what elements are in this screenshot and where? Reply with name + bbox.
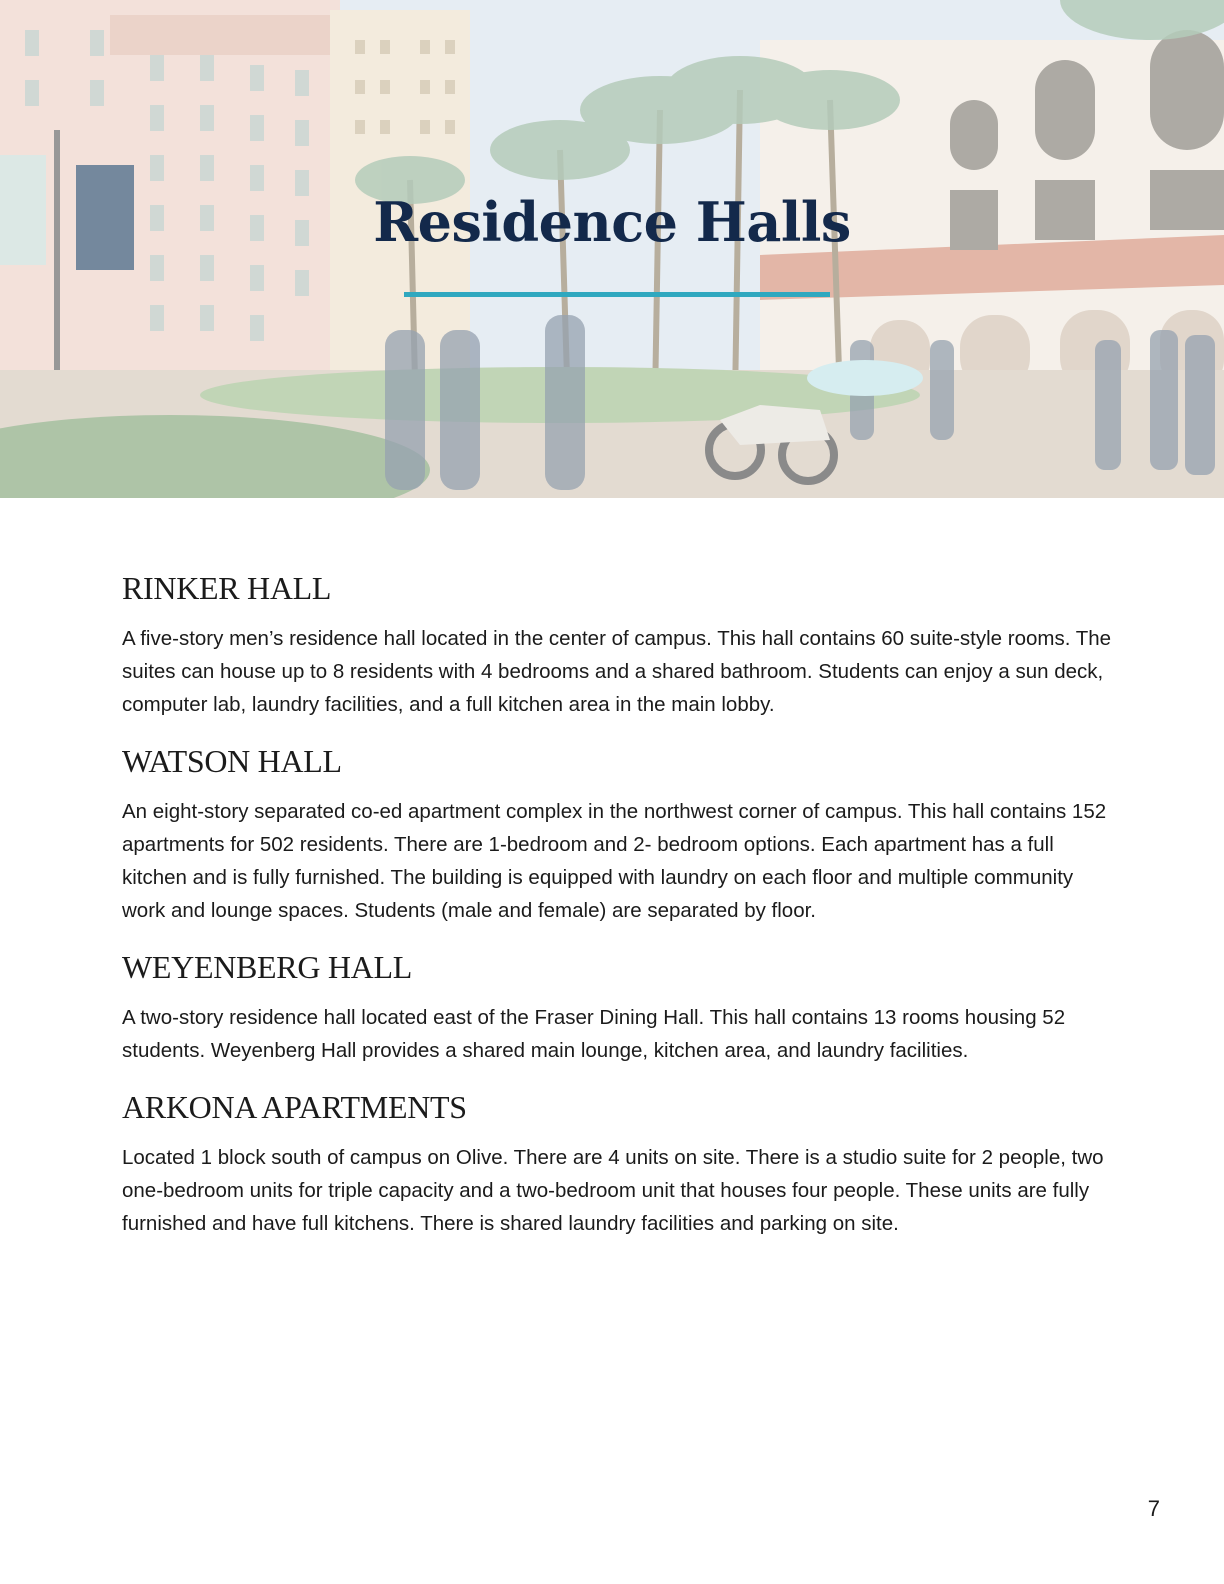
title-underline [404, 292, 830, 297]
section-rinker-hall [122, 570, 1112, 721]
section-heading: RINKER HALL [122, 570, 332, 606]
hero-banner [0, 0, 1224, 498]
section-body: A two-story residence hall located east of the Fraser Dining Hall. This hall contains 13 rooms housing 52 students. Weyenberg Hall provides a shared main lounge, kitchen area, and laundry facilities. [122, 1006, 1066, 1062]
section-watson-hall [122, 743, 1112, 927]
page-number: 7 [1147, 1496, 1160, 1521]
section-weyenberg-hall [122, 949, 1112, 1067]
section-heading: WATSON HALL [122, 743, 342, 779]
content-body [122, 570, 1112, 1262]
section-arkona-apartments [122, 1089, 1112, 1240]
section-body: Located 1 block south of campus on Olive. There are 4 units on site. There is a studio suite for 2 people, two one-bedroom units for triple capacity and a two-bedroom unit that houses four people. These units are fully furnished and have full kitchens. There is shared laundry facilities and parking on site. [122, 1146, 1104, 1235]
page-title: Residence Halls [373, 190, 851, 254]
section-body: An eight-story separated co-ed apartment complex in the northwest corner of campus. This hall contains 152 apartments for 502 residents. There are 1-bedroom and 2- bedroom options. Each apartment has a full kitchen and is fully furnished. The building is equipped with laundry on each floor and multiple community work and lounge spaces. Students (male and female) are separated by floor. [122, 800, 1107, 922]
section-heading: WEYENBERG HALL [122, 949, 412, 985]
section-body: A five-story men’s residence hall located in the center of campus. This hall contains 60 suite-style rooms. The suites can house up to 8 residents with 4 bedrooms and a shared bathroom. Students can enjoy a sun deck, computer lab, laundry facilities, and a full kitchen area in the main lobby. [122, 627, 1112, 716]
section-heading: ARKONA APARTMENTS [122, 1089, 467, 1125]
